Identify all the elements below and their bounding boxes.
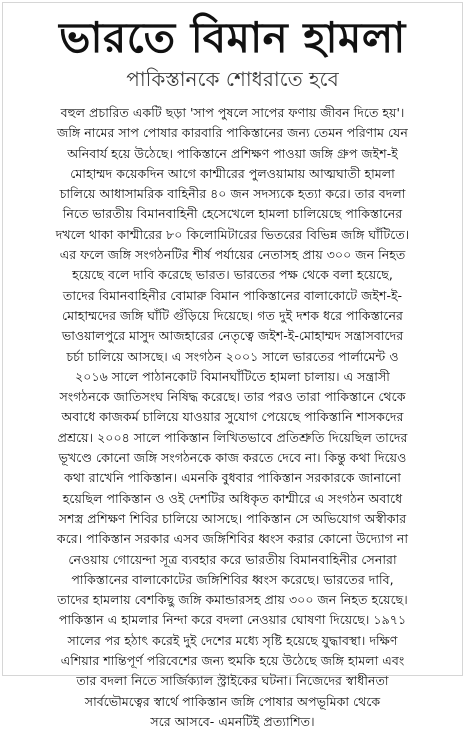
article-line: তার বদলা নিতে সার্জিক্যাল স্ট্রাইকের ঘটনা। নিজেদের স্বাধীনতা [76,673,389,689]
article-line: অনিবার্য হয়ে উঠেছে। পাকিস্তানে প্রশিক্ষণ পাওয়া জঙ্গি গ্রুপ জইশ-ই [67,145,398,161]
article-line: মোহাম্মদ কয়েকদিন আগে কাশ্মীরের পুলওয়ামায় আত্মঘাতী হামলা [70,165,395,181]
article-line: সালের পর হঠাৎ করেই দুই দেশের মধ্যে সৃষ্টি হয়েছে যুদ্ধাবস্থা। দক্ষিণ [67,632,398,648]
article-line: তাদের বিমানবাহিনীর বোমারু বিমান পাকিস্তানের বালাকোটে জইশ-ই- [62,287,403,303]
news-clipping [2,2,463,729]
article-line: নেওয়ায় গোয়েন্দা সূত্র ব্যবহার করে ভারতীয় বিমানবাহিনীর সেনারা [68,551,397,567]
article-body [13,103,452,732]
article-line: পাকিস্তান এ হামলার নিন্দা করে বদলা নেওয়ার ঘোষণা দিয়েছে। ১৯৭১ [58,612,407,628]
article-line: জঙ্গি নামের সাপ পোষার কারবারি পাকিস্তানের জন্য তেমন পরিণাম যেন [57,125,408,141]
article-line: চালিয়ে আধাসামরিক বাহিনীর ৪০ জন সদস্যকে হত্যা করে। তার বদলা [59,186,406,202]
article-line: কথা রাখেনি পাকিস্তান। এমনকি বুধবার পাকিস্তান সরকারকে জানানো [64,470,401,486]
article-line: মোহাম্মদের জঙ্গি ঘাঁটি গুঁড়িয়ে দিয়েছে। গত দুই দশক ধরে পাকিস্তানের [62,307,403,323]
article-line: বহুল প্রচারিত একটি ছড়া 'সাপ পুষলে সাপের ফণায় জীবন দিতে হয়'। [60,105,405,120]
article-line: ভূখণ্ডে কোনো জঙ্গি সংগঠনকে কাজ করতে দেবে না। কিন্তু কথা দিয়েও [58,450,407,466]
article-line: দখলে থাকা কাশ্মীরের ৮০ কিলোমিটারের ভিতরের বিভিন্ন জঙ্গি ঘাঁটিতে। [55,226,410,242]
article-line: নিতে ভারতীয় বিমানবাহিনী হেসেখেলে হামলা চালিয়েছে পাকিস্তানের [62,206,403,222]
article-line: হয়েছে বলে দাবি করেছে ভারত। ভারতের পক্ষ থেকে বলা হয়েছে, [72,267,393,283]
article-line: এর ফলে জঙ্গি সংগঠনটির শীর্ষ পর্যায়ের নেতাসহ প্রায় ৩০০ জন নিহত [59,247,406,263]
article-line: সার্বভৌমত্বের স্বার্থে পাকিস্তান জঙ্গি পোষার অপভূমিকা থেকে [84,693,381,709]
article-line: সশস্ত্র প্রশিক্ষণ শিবির চালিয়ে আসছে। পাকিস্তান সে অভিযোগ অস্বীকার [58,510,407,526]
article-line: সরে আসবে- এমনটিই প্রত্যাশিত। [150,713,315,729]
article-line: তাদের হামলায় বেশকিছু জঙ্গি কমান্ডারসহ প্রায় ৩০০ জন নিহত হয়েছে। [57,592,408,608]
subheadline: পাকিস্তানকে শোধরাতে হবে [126,67,339,91]
article-line: সংগঠনকে জাতিসংঘ নিষিদ্ধ করেছে। তার পরও তারা পাকিস্তানে থেকে [59,389,406,405]
article-line: ভাওয়ালপুরে মাসুদ আজহারের নেতৃত্বে জইশ-ই-মোহাম্মদ সন্ত্রাসবাদের [61,328,404,344]
article-line: অবাধে কাজকর্ম চালিয়ে যাওয়ার সুযোগ পেয়েছে পাকিস্তানি শাসকদের [61,409,404,425]
article-line: করে। পাকিস্তান সরকার এসব জঙ্গিশিবির ধ্বংস করার কোনো উদ্যোগ না [56,531,409,547]
article-line: হয়েছিল পাকিস্তান ও ওই দেশটির অধিকৃত কাশ্মীরে এ সংগঠন অবাধে [62,490,403,506]
article-line: প্রশ্রয়ে। ২০০৪ সালে পাকিস্তান লিখিতভাবে প্রতিশ্রুতি দিয়েছিল তাদের [57,429,408,445]
article-line: পাকিস্তানের বালাকোটের জঙ্গিশিবির ধ্বংস করেছে। ভারতের দাবি, [71,571,394,587]
article-line: ২০১৬ সালে পাঠানকোট বিমানঘাঁটিতে হামলা চালায়। এ সন্ত্রাসী [75,368,390,384]
article-line: চর্চা চালিয়ে আসছে। এ সংগঠন ২০০১ সালে ভারতের পার্লামেন্ট ও [66,348,399,364]
headline: ভারতে বিমান হামলা [59,13,406,62]
article-line: এশিয়ার শান্তিপূর্ণ পরিবেশের জন্য হুমকি হয়ে উঠেছে জঙ্গি হামলা এবং [60,653,405,669]
